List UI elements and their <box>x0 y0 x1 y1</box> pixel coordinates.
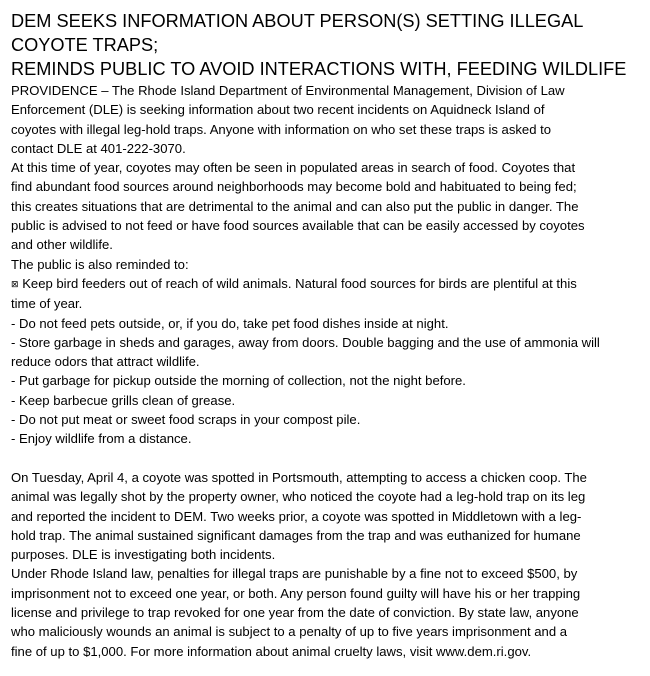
text-line: - Store garbage in sheds and garages, away from doors. Double bagging and the use of ammonia will <box>11 334 600 350</box>
text-line: reduce odors that attract wildlife. <box>11 354 200 370</box>
text-line: coyotes with illegal leg-hold traps. Anyone with information on who set these traps is asked to <box>11 121 552 137</box>
text-line: - Keep barbecue grills clean of grease. <box>11 392 236 408</box>
text-line: imprisonment not to exceed one year, or both. Any person found guilty will have his or her trapping <box>11 585 581 601</box>
tip-item <box>11 314 643 333</box>
text-line: license and privilege to trap revoked for one year from the date of conviction. By state law, anyone <box>11 605 579 621</box>
intro-paragraph <box>11 81 643 158</box>
text-line: fine of up to $1,000. For more information about animal cruelty laws, visit www.dem.ri.gov. <box>11 643 532 659</box>
tip-item <box>11 333 643 372</box>
law-paragraph <box>11 564 643 660</box>
text-line: PROVIDENCE – The Rhode Island Department of Environmental Management, Division of Law <box>11 83 565 98</box>
headline-line: REMINDS PUBLIC TO AVOID INTERACTIONS WITH, FEEDING WILDLIFE <box>11 59 627 79</box>
season-paragraph <box>11 158 643 254</box>
text-line: time of year. <box>11 296 83 312</box>
bullet-box-icon: ⊠ <box>11 278 19 289</box>
tip-item <box>11 410 643 429</box>
text-line: who maliciously wounds an animal is subject to a penalty of up to five years imprisonment and a <box>11 624 568 640</box>
headline <box>11 9 643 81</box>
text-line: purposes. DLE is investigating both incidents. <box>11 547 276 563</box>
headline-line: DEM SEEKS INFORMATION ABOUT PERSON(S) SETTING ILLEGAL <box>11 11 584 31</box>
text-line: and other wildlife. <box>11 237 113 253</box>
headline-line: COYOTE TRAPS; <box>11 35 159 55</box>
text-line: Enforcement (DLE) is seeking information about two recent incidents on Aquidneck Island of <box>11 102 545 118</box>
tip-item <box>11 371 643 390</box>
text-line: - Put garbage for pickup outside the morning of collection, not the night before. <box>11 373 466 389</box>
press-release <box>11 9 643 661</box>
text-line: this creates situations that are detrimental to the animal and can also put the public in danger. The <box>11 198 579 214</box>
tip-item <box>11 391 643 410</box>
text-line: Under Rhode Island law, penalties for illegal traps are punishable by a fine not to exceed $500, by <box>11 566 578 582</box>
paragraph-gap <box>11 449 643 468</box>
text-line: find abundant food sources around neighborhoods may become bold and habituated to being fed; <box>11 179 577 195</box>
incident-paragraph <box>11 468 643 564</box>
text-line: contact DLE at 401-222-3070. <box>11 140 186 156</box>
tips-list <box>11 274 643 449</box>
tip-text: Keep bird feeders out of reach of wild animals. Natural food sources for birds are plentiful at this <box>22 275 577 291</box>
text-line: At this time of year, coyotes may often be seen in populated areas in search of food. Coyotes that <box>11 160 576 176</box>
article-body <box>11 81 643 661</box>
text-line: and reported the incident to DEM. Two weeks prior, a coyote was spotted in Middletown with a leg- <box>11 508 582 524</box>
text-line <box>11 274 643 294</box>
text-line: public is advised to not feed or have food sources available that can be easily accessed by coyotes <box>11 218 585 234</box>
text-line: On Tuesday, April 4, a coyote was spotted in Portsmouth, attempting to access a chicken coop. The <box>11 469 587 485</box>
tip-item <box>11 429 643 448</box>
text-line: - Do not feed pets outside, or, if you do, take pet food dishes inside at night. <box>11 315 449 331</box>
reminder-intro: The public is also reminded to: <box>11 256 189 272</box>
text-line: hold trap. The animal sustained significant damages from the trap and was euthanized for humane <box>11 527 581 543</box>
text-line: - Do not put meat or sweet food scraps in your compost pile. <box>11 412 361 428</box>
text-line: - Enjoy wildlife from a distance. <box>11 431 192 447</box>
text-line: animal was legally shot by the property owner, who noticed the coyote had a leg-hold trap on its leg <box>11 489 586 505</box>
tip-item <box>11 274 643 314</box>
